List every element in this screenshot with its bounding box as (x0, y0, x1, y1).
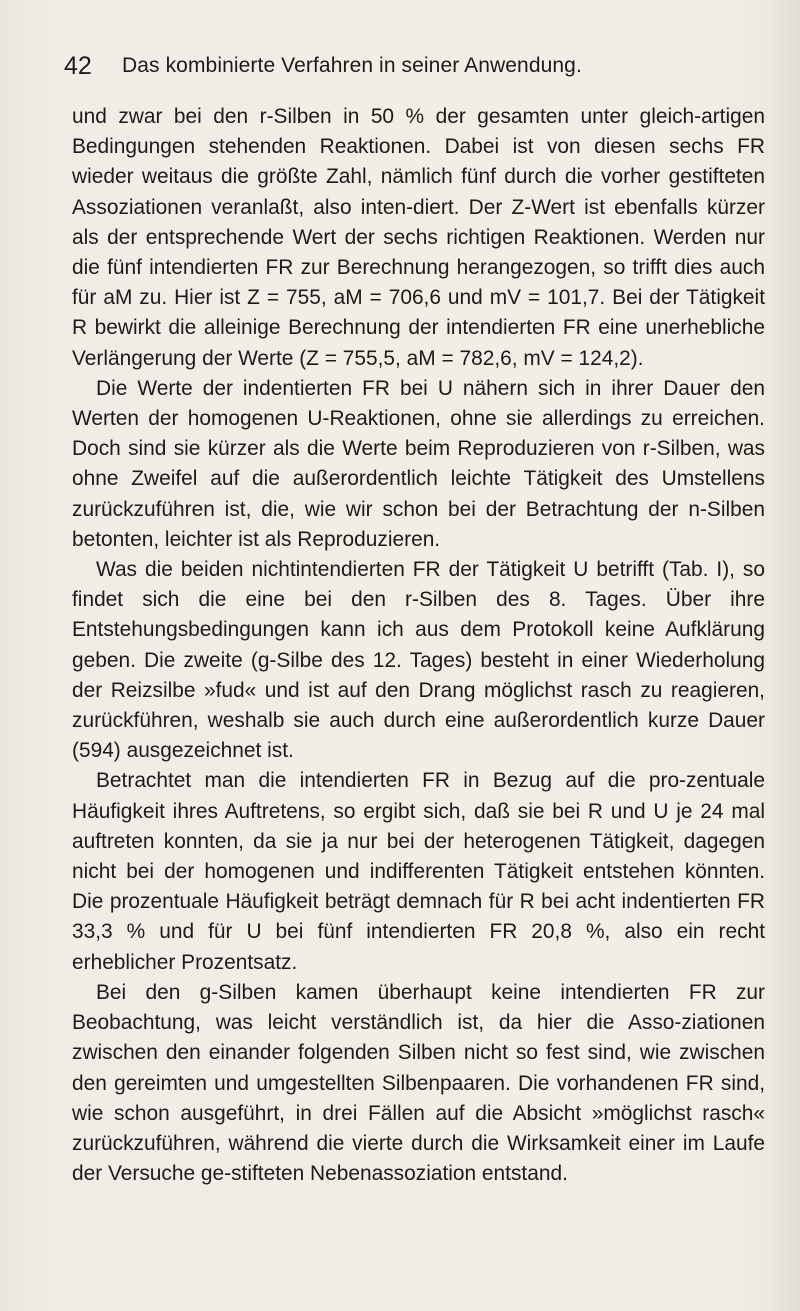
page-number: 42 (64, 52, 92, 80)
body-text (72, 102, 765, 1189)
paragraph-5: Bei den g-Silben kamen überhaupt keine intendierten FR zur Beobachtung, was leicht verständlich ist, da hier die Asso-ziationen zwischen den einander folgenden Silben nicht so fest sind, wie zwischen den gereimten und umgestellten Silbenpaaren. Die vorhandenen FR sind, wie schon ausgeführt, in drei Fällen auf die Absicht »möglichst rasch« zurückzuführen, während die vierte durch die Wirksamkeit einer im Laufe der Versuche ge-stifteten Nebenassoziation entstand. (72, 980, 765, 1186)
paragraph-2: Die Werte der indentierten FR bei U nähern sich in ihrer Dauer den Werten der homogenen U-Reaktionen, ohne sie allerdings zu erreichen. Doch sind sie kürzer als die Werte beim Reproduzieren von r-Silben, was ohne Zweifel auf die außerordentlich leichte Tätigkeit des Umstellens zurückzuführen ist, die, wie wir schon bei der Betrachtung der n-Silben betonten, leichter ist als Reproduzieren. (72, 376, 765, 551)
paragraph-3: Was die beiden nichtintendierten FR der Tätigkeit U betrifft (Tab. I), so findet sich die eine bei den r-Silben des 8. Tages. Über ihre Entstehungsbedingungen kann ich aus dem Protokoll keine Aufklärung geben. Die zweite (g-Silbe des 12. Tages) besteht in einer Wiederholung der Reizsilbe »fud« und ist auf den Drang möglichst rasch zu reagieren, zurückführen, weshalb sie auch durch eine außerordentlich kurze Dauer (594) ausgezeichnet ist. (72, 558, 765, 763)
page-header (64, 50, 764, 86)
paragraph-4: Betrachtet man die intendierten FR in Bezug auf die pro-zentuale Häufigkeit ihres Auftretens, so ergibt sich, daß sie bei R und U je 24 mal auftreten konnten, da sie ja nur bei der heterogenen Tätigkeit, dagegen nicht bei der homogenen und indifferenten Tätigkeit entstehen könnten. Die prozentuale Häufigkeit beträgt demnach für R bei acht indentierten FR 33,3 % und für U bei fünf intendierten FR 20,8 %, also ein recht erheblicher Prozentsatz. (72, 769, 765, 974)
running-head: Das kombinierte Verfahren in seiner Anwendung. (122, 54, 582, 77)
page-edge-shadow (770, 0, 800, 1311)
paragraph-1: und zwar bei den r-Silben in 50 % der gesamten unter gleich-artigen Bedingungen stehenden Reaktionen. Dabei ist von diesen sechs FR wieder weitaus die größte Zahl, nämlich fünf durch die vorher gestifteten Assoziationen veranlaßt, also inten-diert. Der Z-Wert ist ebenfalls kürzer als der entsprechende Wert der sechs richtigen Reaktionen. Werden nur die fünf intendierten FR zur Berechnung herangezogen, so trifft dies auch für aM zu. Hier ist Z = 755, aM = 706,6 und mV = 101,7. Bei der Tätigkeit R bewirkt die alleinige Berechnung der intendierten FR eine unerhebliche Verlängerung der Werte (Z = 755,5, aM = 782,6, mV = 124,2). (72, 105, 765, 370)
